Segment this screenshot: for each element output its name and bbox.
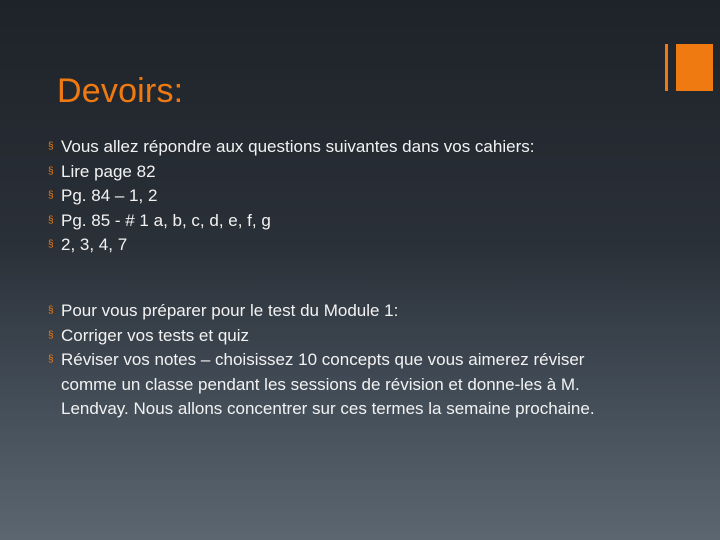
list-item-text: Pg. 84 – 1, 2 xyxy=(61,186,158,205)
list-item xyxy=(48,209,608,234)
slide-title: Devoirs: xyxy=(57,72,184,110)
list-item-text: Pg. 85 - # 1 a, b, c, d, e, f, g xyxy=(61,210,271,230)
list-item-text: Pour vous préparer pour le test du Module 1: xyxy=(61,301,399,320)
list-item-text: Corriger vos tests et quiz xyxy=(61,325,250,345)
accent-bar-thin xyxy=(665,44,668,91)
bullet-icon: § xyxy=(48,329,54,341)
list-item-text: Réviser vos notes – choisissez 10 concepts que vous aimerez réviser comme un classe pendant les sessions de révision et donne-les à M. Lendvay. Nous allons concentrer sur ces termes la semaine prochaine. xyxy=(61,350,595,418)
list-item-text: Vous allez répondre aux questions suivantes dans vos cahiers: xyxy=(61,137,535,156)
homework-list xyxy=(48,135,608,258)
test-prep-list xyxy=(48,299,608,422)
list-item-text: Lire page 82 xyxy=(61,161,156,181)
bullet-icon: § xyxy=(48,239,54,250)
list-item xyxy=(48,160,608,185)
list-item-text: 2, 3, 4, 7 xyxy=(61,235,128,254)
list-item xyxy=(48,184,608,209)
bullet-icon: § xyxy=(48,305,54,316)
list-item xyxy=(48,324,608,349)
accent-bars xyxy=(665,44,713,91)
list-item xyxy=(48,233,608,258)
bullet-icon: § xyxy=(48,190,54,201)
bullet-icon: § xyxy=(48,354,54,365)
bullet-icon: § xyxy=(48,165,54,177)
bullet-icon: § xyxy=(48,214,54,226)
bullet-icon: § xyxy=(48,141,54,152)
accent-bar-thick xyxy=(676,44,713,91)
list-item xyxy=(48,135,608,160)
list-item xyxy=(48,299,608,324)
list-item xyxy=(48,348,608,422)
